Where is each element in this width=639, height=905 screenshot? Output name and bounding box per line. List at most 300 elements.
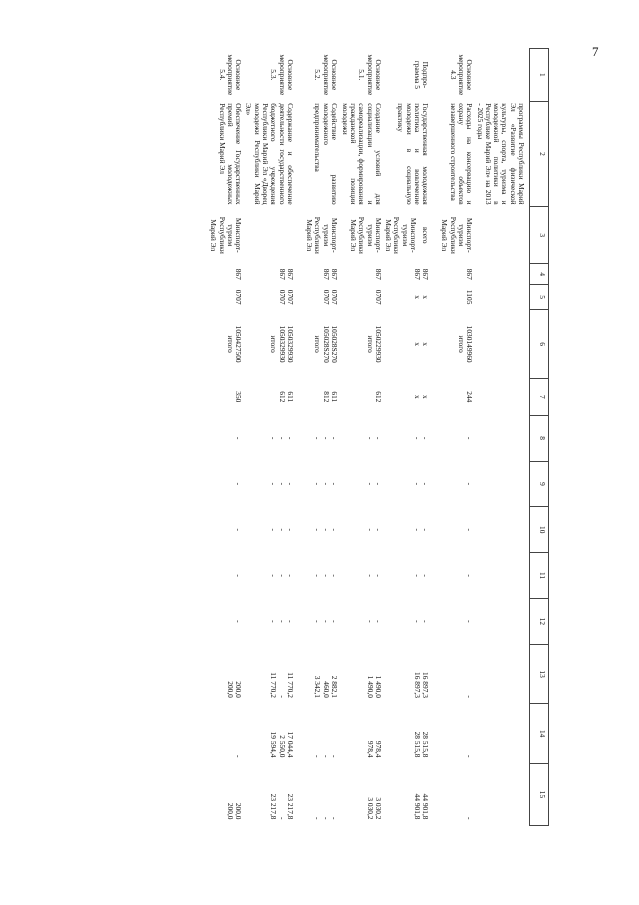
cell-col-9 — [383, 461, 430, 507]
cell-value — [365, 266, 373, 283]
table-row — [199, 49, 243, 826]
cell-col-15 — [430, 763, 474, 825]
cell-value: - — [313, 436, 323, 440]
cell-value: 867 — [234, 268, 244, 280]
cell-col-14 — [295, 704, 339, 764]
cell-value: х — [421, 394, 431, 399]
cell-col-9 — [295, 461, 339, 507]
cell-value: - — [313, 817, 323, 820]
cell-value: итого — [457, 335, 467, 353]
cell-col-11 — [243, 553, 295, 599]
cell-col-10 — [383, 507, 430, 553]
cell-col-4 — [243, 264, 295, 285]
cell-value: х — [421, 295, 431, 299]
cell-value: - — [269, 482, 279, 486]
budget-table — [199, 48, 549, 826]
cell-col-4 — [430, 264, 474, 285]
row-executor — [339, 207, 383, 264]
cell-col-14 — [339, 704, 383, 764]
cell-col-11 — [430, 553, 474, 599]
executor-text: Минспорт-туризм Республики Марий Эл — [209, 216, 244, 254]
cell-col-12 — [199, 598, 243, 644]
cell-col-4 — [199, 264, 243, 285]
header-cell: 7 — [530, 379, 549, 416]
cell-col-9 — [474, 461, 529, 507]
cell-value — [457, 600, 465, 642]
cell-value: х — [413, 295, 423, 299]
cell-value: - — [421, 574, 431, 577]
table-row — [243, 49, 295, 826]
cell-value: - — [321, 482, 331, 486]
cell-value: - — [234, 528, 244, 531]
cell-value: - — [413, 528, 423, 531]
cell-value: 200,0 — [225, 802, 235, 820]
cell-value: - — [421, 482, 431, 486]
cell-value: - — [465, 695, 475, 698]
cell-value: - — [269, 528, 279, 531]
cell-value: 0707 — [329, 289, 339, 305]
cell-value — [457, 706, 465, 758]
cell-col-12 — [339, 598, 383, 644]
header-row — [530, 49, 549, 826]
cell-col-12 — [430, 598, 474, 644]
header-cell: 2 — [530, 101, 549, 206]
table-row — [430, 49, 474, 826]
cell-value: 867 — [373, 268, 383, 280]
row-description: Создание условий для социализации и самореализации, формирования гражданской позиции молодежи — [340, 103, 383, 205]
row-label: Подпро-грамма 5 — [413, 60, 431, 89]
header-cell: 3 — [530, 207, 549, 264]
cell-value: 1 490,0 — [373, 675, 383, 698]
cell-value — [313, 381, 321, 414]
cell-col-10 — [339, 507, 383, 553]
cell-value: - — [234, 574, 244, 577]
cell-col-7 — [295, 379, 339, 416]
cell-value: 28 515,8 — [421, 731, 431, 758]
cell-value — [457, 287, 465, 308]
cell-value: - — [277, 574, 287, 577]
cell-value — [226, 706, 234, 758]
cell-value: х — [421, 342, 431, 346]
cell-value: 611 — [329, 391, 339, 403]
cell-col-12 — [474, 598, 529, 644]
cell-value: 612 — [373, 391, 383, 403]
cell-value: 0707 — [234, 289, 244, 305]
header-cell: 4 — [530, 264, 549, 285]
cell-value — [457, 646, 465, 698]
cell-col-12 — [295, 598, 339, 644]
header-cell: 11 — [530, 553, 549, 599]
row-executor — [199, 207, 243, 264]
cell-col-15 — [339, 763, 383, 825]
cell-col-13 — [243, 644, 295, 704]
cell-value: - — [329, 436, 339, 440]
cell-col-15 — [295, 763, 339, 825]
cell-col-4 — [339, 264, 383, 285]
cell-value: - — [365, 574, 375, 577]
cell-col-6 — [474, 310, 529, 379]
cell-value: 11 770,2 — [269, 672, 279, 698]
cell-value: - — [329, 528, 339, 531]
cell-col-15 — [199, 763, 243, 825]
cell-value: - — [413, 482, 423, 486]
cell-value: 200,0 — [225, 681, 235, 698]
cell-value: - — [321, 528, 331, 531]
cell-col-12 — [383, 598, 430, 644]
cell-value: 200,0 — [234, 681, 244, 698]
row-label: Основное мероприятие 4.3 — [448, 54, 475, 96]
cell-value: - — [465, 755, 475, 758]
cell-value: - — [277, 436, 287, 440]
cell-value: 16 897,3 — [421, 672, 431, 698]
cell-value: итого — [269, 335, 279, 353]
executor-text: Минспорт-туризм Республики Марий Эл — [349, 216, 383, 254]
cell-value: 0707 — [277, 289, 287, 305]
cell-value: 1030149960 — [465, 325, 475, 363]
cell-col-13 — [474, 644, 529, 704]
cell-value: 19 594,4 — [269, 731, 279, 758]
cell-col-6 — [383, 310, 430, 379]
cell-value: 978,4 — [373, 740, 383, 758]
cell-value: - — [321, 436, 331, 440]
cell-col-11 — [295, 553, 339, 599]
cell-col-11 — [383, 553, 430, 599]
cell-value: 978,4 — [365, 740, 375, 758]
cell-value: 867 — [329, 268, 339, 280]
cell-value: - — [269, 620, 279, 623]
cell-value — [457, 417, 465, 459]
cell-value — [226, 417, 234, 459]
cell-col-12 — [243, 598, 295, 644]
cell-value: 200,0 — [234, 802, 244, 820]
cell-value: - — [313, 482, 323, 486]
rotated-table-frame — [90, 48, 549, 826]
cell-value: 44 901,8 — [421, 793, 431, 820]
cell-value: итого — [313, 335, 323, 353]
cell-value — [269, 266, 277, 283]
cell-col-7 — [383, 379, 430, 416]
cell-value — [226, 463, 234, 505]
cell-value: 23 217,8 — [269, 793, 279, 820]
row-description: Содействие развитию молодежного предпринимательства — [313, 103, 339, 205]
cell-value: 1 490,0 — [365, 675, 375, 698]
cell-value: 2 550,0 — [277, 735, 287, 758]
row-executor — [474, 207, 529, 264]
cell-value: 867 — [465, 268, 475, 280]
cell-col-9 — [339, 461, 383, 507]
cell-value: 44 901,8 — [413, 793, 423, 820]
cell-col-10 — [295, 507, 339, 553]
cell-value: - — [373, 482, 383, 486]
cell-col-9 — [199, 461, 243, 507]
cell-col-6 — [430, 310, 474, 379]
cell-value: 867 — [421, 268, 431, 280]
cell-col-10 — [243, 507, 295, 553]
cell-col-4 — [295, 264, 339, 285]
cell-value: - — [373, 528, 383, 531]
cell-value: - — [277, 817, 287, 820]
cell-value: - — [465, 528, 475, 531]
cell-col-14 — [243, 704, 295, 764]
cell-col-14 — [383, 704, 430, 764]
cell-value: - — [285, 482, 295, 486]
row-executor — [383, 207, 430, 264]
cell-value: - — [321, 620, 331, 623]
cell-value: 105028S270 — [321, 325, 331, 363]
cell-col-8 — [199, 415, 243, 461]
cell-col-5 — [474, 285, 529, 310]
cell-value — [365, 381, 373, 414]
cell-col-11 — [199, 553, 243, 599]
header-cell: 1 — [530, 49, 549, 102]
cell-value: 3 342,1 — [313, 675, 323, 698]
row-description: Расходы на консервацию и охрану объектов незавершенного строительства — [448, 103, 475, 205]
page-number: 7 — [592, 44, 599, 59]
cell-value: - — [321, 574, 331, 577]
cell-value: - — [465, 817, 475, 820]
row-label: Основное мероприятие 5.4. — [217, 54, 244, 96]
cell-value: - — [329, 755, 339, 758]
cell-value: х — [413, 342, 423, 346]
cell-value: 0707 — [321, 289, 331, 305]
cell-value: 1050329930 — [285, 325, 295, 363]
cell-col-14 — [474, 704, 529, 764]
cell-value: - — [285, 436, 295, 440]
cell-value: - — [321, 817, 331, 820]
row-description: Обеспечение Государственных премий молодежных Республики Марий Эл — [217, 103, 244, 205]
cell-value: - — [234, 436, 244, 440]
cell-value: - — [285, 620, 295, 623]
cell-value: - — [277, 482, 287, 486]
cell-col-7 — [474, 379, 529, 416]
header-cell: 13 — [530, 644, 549, 704]
cell-col-5 — [243, 285, 295, 310]
cell-value: 17 044,4 — [285, 731, 295, 758]
cell-value — [457, 509, 465, 551]
cell-value: - — [421, 620, 431, 623]
cell-value: 612 — [277, 391, 287, 403]
cell-value: - — [277, 620, 287, 623]
cell-value — [226, 600, 234, 642]
cell-value — [457, 381, 465, 414]
cell-value — [457, 765, 465, 819]
cell-value: 867 — [413, 268, 423, 280]
cell-value: х — [413, 394, 423, 399]
cell-value: - — [465, 482, 475, 486]
cell-col-5 — [339, 285, 383, 310]
table-row — [339, 49, 383, 826]
row-executor — [430, 207, 474, 264]
cell-col-7 — [339, 379, 383, 416]
cell-value: - — [365, 528, 375, 531]
cell-col-7 — [430, 379, 474, 416]
cell-col-15 — [383, 763, 430, 825]
cell-value: итого — [225, 335, 235, 353]
cell-col-11 — [339, 553, 383, 599]
cell-col-6 — [243, 310, 295, 379]
table-row — [295, 49, 339, 826]
cell-value: 1050329930 — [277, 325, 287, 363]
cell-value: - — [365, 436, 375, 440]
row-label: Основное мероприятие 5.2. — [313, 54, 339, 96]
header-cell: 9 — [530, 461, 549, 507]
cell-col-7 — [199, 379, 243, 416]
cell-value: - — [234, 620, 244, 623]
cell-value — [457, 266, 465, 283]
cell-col-8 — [430, 415, 474, 461]
table-row — [383, 49, 430, 826]
cell-value: - — [321, 755, 331, 758]
cell-value: - — [465, 436, 475, 440]
cell-value: 0707 — [285, 289, 295, 305]
row-description: Государственная молодежная политика и вовлечение молодежи в социальную практику — [396, 103, 431, 205]
cell-col-10 — [199, 507, 243, 553]
cell-col-5 — [295, 285, 339, 310]
cell-value — [457, 463, 465, 505]
cell-col-8 — [383, 415, 430, 461]
cell-value: - — [421, 528, 431, 531]
cell-col-13 — [295, 644, 339, 704]
cell-col-13 — [199, 644, 243, 704]
cell-value: 28 515,8 — [413, 731, 423, 758]
cell-value — [226, 266, 234, 283]
cell-col-10 — [474, 507, 529, 553]
cell-value: - — [365, 482, 375, 486]
cell-value: - — [234, 482, 244, 486]
cell-value — [226, 381, 234, 414]
row-label — [474, 49, 529, 102]
cell-value: - — [269, 436, 279, 440]
header-cell: 5 — [530, 285, 549, 310]
row-label: Основное мероприятие 5.1. — [357, 54, 383, 96]
cell-value: - — [413, 436, 423, 440]
cell-value: - — [413, 574, 423, 577]
cell-value: - — [373, 436, 383, 440]
cell-value: 105028S270 — [329, 325, 339, 363]
executor-text: Минспорт-туризм Республики Марий Эл — [305, 216, 339, 254]
row-description: программы Республики Марий Эл «Развитие физической культуры, спорта, туризма и молодежной политики в Республике Марий Эл» на 2013 - 2025 годы — [475, 103, 526, 205]
cell-value: 1105 — [465, 289, 475, 305]
cell-value: - — [269, 574, 279, 577]
cell-value: - — [365, 620, 375, 623]
cell-value — [226, 287, 234, 308]
cell-value — [226, 555, 234, 597]
cell-value: 867 — [285, 268, 295, 280]
cell-col-8 — [339, 415, 383, 461]
cell-col-15 — [474, 763, 529, 825]
cell-value — [365, 287, 373, 308]
cell-value: 0707 — [373, 289, 383, 305]
table-row — [474, 49, 529, 826]
cell-value: 1050427500 — [234, 325, 244, 363]
cell-value: - — [313, 620, 323, 623]
cell-value: итого — [365, 335, 375, 353]
cell-value — [457, 555, 465, 597]
cell-value: 812 — [321, 391, 331, 403]
cell-col-7 — [243, 379, 295, 416]
cell-value: - — [465, 620, 475, 623]
cell-value: - — [285, 574, 295, 577]
executor-text: всего — [421, 226, 431, 244]
cell-col-8 — [243, 415, 295, 461]
cell-value: - — [313, 528, 323, 531]
cell-value: 3 030,2 — [373, 797, 383, 820]
cell-value: 23 217,8 — [285, 793, 295, 820]
cell-col-6 — [199, 310, 243, 379]
cell-col-11 — [474, 553, 529, 599]
header-cell: 6 — [530, 310, 549, 379]
cell-value: 460,0 — [321, 681, 331, 698]
cell-value: 867 — [321, 268, 331, 280]
cell-value: - — [277, 528, 287, 531]
cell-value: - — [313, 574, 323, 577]
cell-col-8 — [474, 415, 529, 461]
cell-value: 16 897,3 — [413, 672, 423, 698]
cell-value: 244 — [465, 391, 475, 403]
cell-col-4 — [474, 264, 529, 285]
cell-value: 867 — [277, 268, 287, 280]
row-description: Содержание и обеспечение деятельности государственного бюджетного учреждения Республики Марий Эл «Дворец молодежи Республики Марий Эл» — [244, 103, 295, 205]
cell-value — [269, 287, 277, 308]
cell-value: 1050229930 — [373, 325, 383, 363]
cell-value — [313, 287, 321, 308]
header-cell: 10 — [530, 507, 549, 553]
header-cell: 8 — [530, 415, 549, 461]
cell-value: - — [465, 574, 475, 577]
cell-col-10 — [430, 507, 474, 553]
cell-value: 611 — [285, 391, 295, 403]
cell-col-13 — [339, 644, 383, 704]
cell-value — [226, 509, 234, 551]
cell-value: - — [234, 755, 244, 758]
cell-value: 3 030,2 — [365, 797, 375, 820]
cell-col-13 — [430, 644, 474, 704]
cell-value: - — [329, 620, 339, 623]
executor-text-2: Минспорт-туризм Республики Марий Эл — [384, 216, 419, 254]
cell-value: - — [373, 574, 383, 577]
row-label: Основное мероприятие 5.3. — [269, 54, 295, 96]
cell-col-6 — [295, 310, 339, 379]
row-executor — [243, 207, 295, 264]
header-cell: 15 — [530, 763, 549, 825]
cell-col-8 — [295, 415, 339, 461]
cell-col-9 — [430, 461, 474, 507]
cell-value: - — [313, 755, 323, 758]
cell-value — [269, 381, 277, 414]
cell-value: - — [277, 695, 287, 698]
cell-col-6 — [339, 310, 383, 379]
cell-col-4 — [383, 264, 430, 285]
executor-text: Минспорт-туризм Республики Марий Эл — [440, 216, 475, 254]
cell-value: - — [329, 817, 339, 820]
cell-value: - — [421, 436, 431, 440]
header-cell: 12 — [530, 598, 549, 644]
cell-col-14 — [199, 704, 243, 764]
cell-value: 2 882,1 — [329, 675, 339, 698]
row-executor — [295, 207, 339, 264]
cell-value: 350 — [234, 391, 244, 403]
cell-value: - — [373, 620, 383, 623]
cell-col-9 — [243, 461, 295, 507]
cell-col-14 — [430, 704, 474, 764]
cell-col-5 — [383, 285, 430, 310]
cell-value: - — [329, 482, 339, 486]
cell-value: 11 770,2 — [285, 672, 295, 698]
cell-col-15 — [243, 763, 295, 825]
cell-col-13 — [383, 644, 430, 704]
cell-col-5 — [430, 285, 474, 310]
cell-value — [313, 266, 321, 283]
